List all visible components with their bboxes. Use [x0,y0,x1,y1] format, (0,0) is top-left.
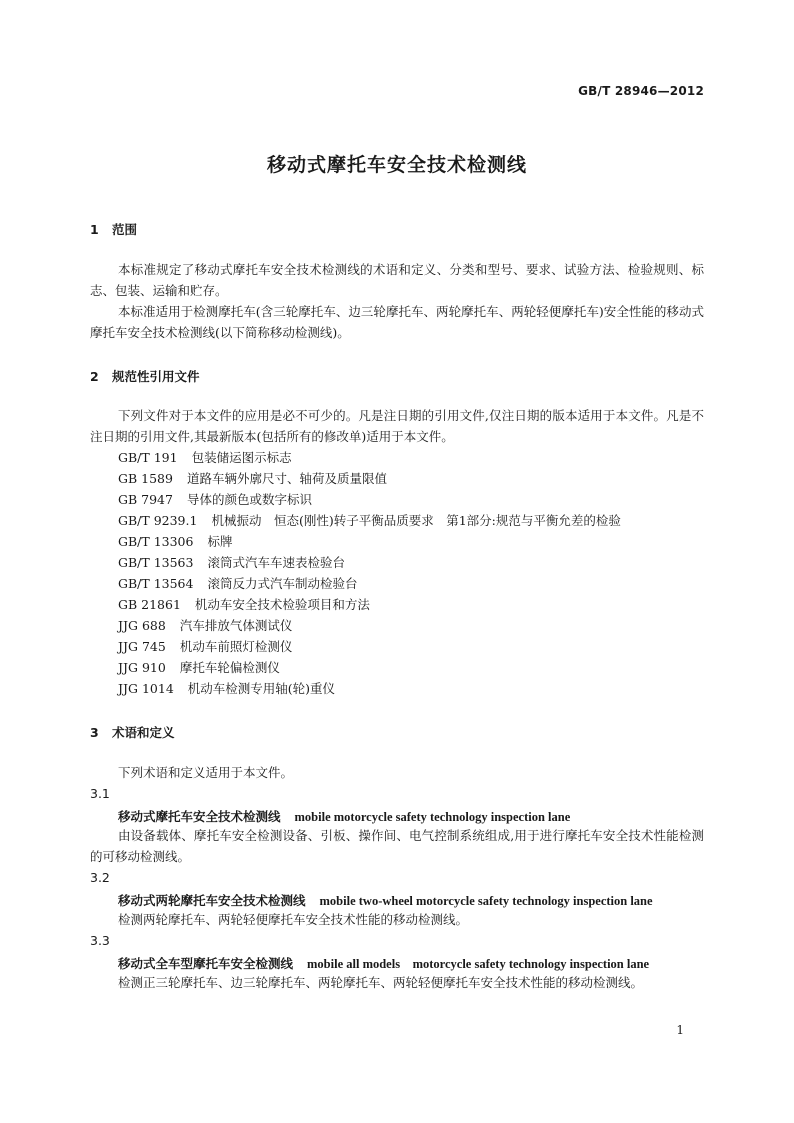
term-title-en: mobile all models motorcycle safety technology inspection lane [307,957,650,971]
term-title-en: mobile two-wheel motorcycle safety technology inspection lane [319,894,653,908]
standard-code: GB/T 28946—2012 [578,84,704,98]
term-title [118,891,708,909]
reference-item [118,594,621,615]
reference-title: 汽车排放气体测试仪 [179,618,293,633]
reference-item [118,636,621,657]
reference-title: 机动车前照灯检测仪 [179,639,293,654]
section-number: 1 [90,222,99,237]
section-title: 范围 [112,222,138,237]
reference-list [118,447,621,699]
reference-code: GB/T 9239.1 [118,513,198,528]
reference-code: GB 7947 [118,492,173,507]
reference-code: GB 21861 [118,597,181,612]
reference-title: 摩托车轮偏检测仪 [179,660,280,675]
reference-item [118,489,621,510]
page-number: 1 [676,1023,684,1037]
reference-item [118,447,621,468]
reference-code: GB/T 13564 [118,576,194,591]
term-title-zh: 移动式两轮摩托车安全技术检测线 [118,893,306,908]
section-number: 2 [90,369,99,384]
section-title: 术语和定义 [112,725,175,740]
reference-title: 滚筒式汽车车速表检验台 [207,555,345,570]
term-definition: 检测正三轮摩托车、边三轮摩托车、两轮摩托车、两轮轻便摩托车安全技术性能的移动检测线。 [118,975,644,990]
reference-item [118,678,621,699]
reference-code: JJG 688 [118,618,166,633]
term-title-zh: 移动式全车型摩托车安全检测线 [118,956,294,971]
reference-title: 包装储运图示标志 [191,450,292,465]
reference-code: GB 1589 [118,471,173,486]
reference-item [118,468,621,489]
reference-title: 滚筒反力式汽车制动检验台 [207,576,358,591]
reference-item [118,573,621,594]
reference-title: 机械振动 恒态(刚性)转子平衡品质要求 第1部分:规范与平衡允差的检验 [211,513,621,528]
reference-code: GB/T 13306 [118,534,194,549]
term-definition: 由设备载体、摩托车安全检测设备、引板、操作间、电气控制系统组成,用于进行摩托车安全技术性能检测的可移动检测线。 [90,828,704,864]
section-1-heading [90,220,137,238]
reference-code: JJG 745 [118,639,166,654]
reference-title: 标牌 [207,534,233,549]
reference-title: 道路车辆外廓尺寸、轴荷及质量限值 [186,471,387,486]
scope-paragraph-2: 本标准适用于检测摩托车(含三轮摩托车、边三轮摩托车、两轮摩托车、两轮轻便摩托车)安全性能的移动式摩托车安全技术检测线(以下简称移动检测线)。 [90,304,704,340]
term-number: 3.3 [90,933,110,948]
term-number: 3.2 [90,870,110,885]
reference-item [118,531,621,552]
terms-intro-paragraph: 下列术语和定义适用于本文件。 [118,765,294,780]
section-number: 3 [90,725,99,740]
term-title [118,954,708,972]
reference-item [118,552,621,573]
term-title [118,807,708,825]
reference-code: JJG 1014 [118,681,174,696]
term-title-zh: 移动式摩托车安全技术检测线 [118,809,281,824]
reference-code: GB/T 13563 [118,555,194,570]
reference-item [118,657,621,678]
reference-title: 导体的颜色或数字标识 [186,492,312,507]
reference-title: 机动车检测专用轴(轮)重仪 [187,681,336,696]
section-2-heading [90,367,200,385]
section-3-heading [90,723,175,741]
term-definition: 检测两轮摩托车、两轮轻便摩托车安全技术性能的移动检测线。 [118,912,469,927]
reference-item [118,615,621,636]
document-title: 移动式摩托车安全技术检测线 [266,154,527,176]
section-title: 规范性引用文件 [112,369,200,384]
scope-paragraph-1: 本标准规定了移动式摩托车安全技术检测线的术语和定义、分类和型号、要求、试验方法、检验规则、标志、包装、运输和贮存。 [90,262,704,298]
term-number: 3.1 [90,786,110,801]
reference-code: GB/T 191 [118,450,178,465]
reference-code: JJG 910 [118,660,166,675]
reference-title: 机动车安全技术检验项目和方法 [194,597,370,612]
reference-item [118,510,621,531]
term-title-en: mobile motorcycle safety technology inspection lane [294,810,571,824]
references-intro-paragraph: 下列文件对于本文件的应用是必不可少的。凡是注日期的引用文件,仅注日期的版本适用于本文件。凡是不注日期的引用文件,其最新版本(包括所有的修改单)适用于本文件。 [90,408,704,444]
